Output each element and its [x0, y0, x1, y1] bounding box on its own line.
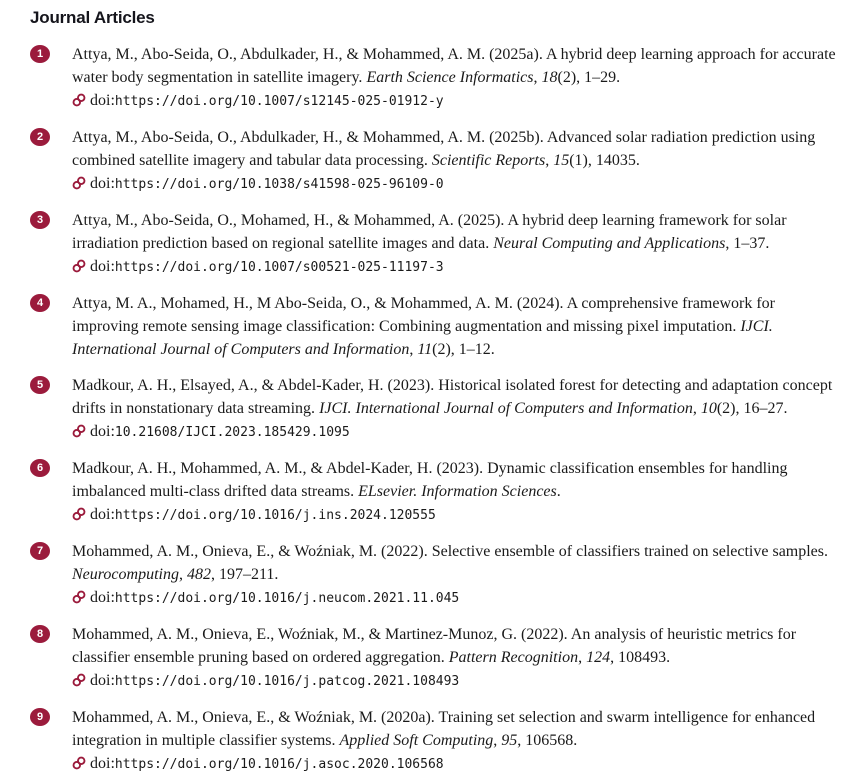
- doi-prefix: doi:: [90, 92, 115, 109]
- citation-text-run: (2), 1–29.: [557, 69, 621, 86]
- article-item: [30, 209, 843, 279]
- link-icon: [72, 673, 86, 687]
- citation-text-run: , 1–37.: [725, 235, 770, 252]
- doi-url: https://doi.org/10.1016/j.patcog.2021.108493: [114, 674, 460, 689]
- citation-text-run: Attya, M., Abo-Seida, O., Mohamed, H., & Mohammed, A. (2025). A hybrid deep learning framework for solar irradiation prediction based on regional satellite images and data.: [72, 212, 787, 252]
- doi-url: https://doi.org/10.1016/j.asoc.2020.106568: [114, 757, 444, 772]
- citation-italic-run: 95: [501, 732, 518, 749]
- doi-prefix: doi:: [90, 672, 115, 689]
- citation-text-run: Attya, M., Abo-Seida, O., Abdulkader, H., & Mohammed, A. M. (2025a). A hybrid deep learning approach for accurate water body segmentation in satellite imagery.: [72, 46, 836, 86]
- doi-link[interactable]: [72, 506, 436, 523]
- citation-text-run: Mohammed, A. M., Onieva, E., & Woźniak, M. (2020a). Training set selection and swarm intelligence for enhanced integration in multiple classifier systems.: [72, 709, 816, 749]
- citation-text: [72, 374, 842, 444]
- citation-text-run: ,: [578, 649, 587, 666]
- citation-italic-run: ELsevier. Information Sciences: [358, 483, 557, 500]
- citation-text-run: ,: [493, 732, 502, 749]
- doi-url: 10.21608/IJCI.2023.185429.1095: [114, 425, 350, 440]
- article-item: [30, 292, 843, 361]
- doi-prefix: doi:: [90, 175, 115, 192]
- citation-italic-run: 18: [541, 69, 558, 86]
- link-icon: [72, 176, 86, 190]
- article-item: [30, 706, 843, 776]
- citation-italic-run: IJCI. International Journal of Computers and Information: [319, 400, 693, 417]
- doi-link[interactable]: [72, 175, 444, 192]
- page-title: Journal Articles: [30, 8, 155, 27]
- citation-text-run: Mohammed, A. M., Onieva, E., Woźniak, M., & Martinez-Munoz, G. (2022). An analysis of heuristic metrics for classifier ensemble pruning based on ordered aggregation.: [72, 626, 797, 666]
- doi-link[interactable]: [72, 755, 444, 772]
- doi-link[interactable]: [72, 92, 444, 109]
- citation-text-run: Madkour, A. H., Elsayed, A., & Abdel-Kader, H. (2023). Historical isolated forest for detecting and adaptation concept drifts in nonstationary data streaming.: [72, 377, 833, 417]
- article-number-badge: 7: [30, 542, 50, 560]
- citation-text-run: ,: [178, 566, 187, 583]
- citation-italic-run: 482: [186, 566, 211, 583]
- citation-text: [72, 126, 842, 196]
- article-number-badge: 5: [30, 376, 50, 394]
- article-item: [30, 457, 843, 527]
- citation-text-run: ,: [692, 400, 701, 417]
- citation-text-run: ,: [533, 69, 542, 86]
- citation-italic-run: 124: [586, 649, 611, 666]
- doi-prefix: doi:: [90, 589, 115, 606]
- citation-text: [72, 457, 842, 527]
- citation-italic-run: Neural Computing and Applications: [493, 235, 726, 252]
- doi-link[interactable]: [72, 589, 459, 606]
- citation-italic-run: Applied Soft Computing: [339, 732, 494, 749]
- link-icon: [72, 590, 86, 604]
- doi-prefix: doi:: [90, 755, 115, 772]
- doi-link[interactable]: [72, 672, 459, 689]
- doi-prefix: doi:: [90, 423, 115, 440]
- article-number-badge: 1: [30, 45, 50, 63]
- articles-list: [30, 43, 843, 776]
- citation-italic-run: 11: [417, 341, 433, 358]
- citation-text-run: (1), 14035.: [569, 152, 640, 169]
- article-number-badge: 4: [30, 294, 50, 312]
- citation-text-run: .: [556, 483, 561, 500]
- citation-text-run: Madkour, A. H., Mohammed, A. M., & Abdel-Kader, H. (2023). Dynamic classification ensembles for handling imbalanced multi-class drifted data streams.: [72, 460, 788, 500]
- citation-text-run: ,: [545, 152, 554, 169]
- doi-url: https://doi.org/10.1016/j.neucom.2021.11.045: [114, 591, 460, 606]
- link-icon: [72, 93, 86, 107]
- citation-text-run: (2), 1–12.: [432, 341, 495, 358]
- article-item: [30, 540, 843, 610]
- citation-text-run: Attya, M. A., Mohamed, H., M Abo-Seida, O., & Mohammed, A. M. (2024). A comprehensive framework for improving remote sensing image classification: Combining augmentation and missing pixel imputation.: [72, 295, 776, 335]
- doi-prefix: doi:: [90, 506, 115, 523]
- citation-text-run: , 108493.: [610, 649, 671, 666]
- doi-prefix: doi:: [90, 258, 115, 275]
- citation-text-run: (2), 16–27.: [716, 400, 788, 417]
- citation-text: [72, 540, 842, 610]
- citation-text: [72, 706, 842, 776]
- citation-text-run: , 197–211.: [210, 566, 279, 583]
- link-icon: [72, 756, 86, 770]
- citation-italic-run: IJCI. International Journal of Computers and Information: [72, 318, 773, 358]
- doi-url: https://doi.org/10.1007/s12145-025-01912-y: [114, 94, 444, 109]
- citation-italic-run: 10: [700, 400, 717, 417]
- citation-text-run: ,: [409, 341, 418, 358]
- doi-link[interactable]: [72, 258, 444, 275]
- article-number-badge: 2: [30, 128, 50, 146]
- doi-url: https://doi.org/10.1007/s00521-025-11197-3: [114, 260, 444, 275]
- citation-text: [72, 623, 842, 693]
- citation-text-run: Mohammed, A. M., Onieva, E., & Woźniak, M. (2022). Selective ensemble of classifiers trained on selective samples.: [72, 543, 829, 560]
- citation-text: [72, 292, 842, 361]
- citation-italic-run: Scientific Reports: [431, 152, 546, 169]
- citation-text: [72, 43, 842, 113]
- article-item: [30, 43, 843, 113]
- article-number-badge: 8: [30, 625, 50, 643]
- doi-url: https://doi.org/10.1038/s41598-025-96109-0: [114, 177, 444, 192]
- citation-italic-run: Earth Science Informatics: [366, 69, 534, 86]
- citation-italic-run: Neurocomputing: [72, 566, 179, 583]
- link-icon: [72, 259, 86, 273]
- article-number-badge: 3: [30, 211, 50, 229]
- citation-text: [72, 209, 842, 279]
- article-number-badge: 6: [30, 459, 50, 477]
- doi-url: https://doi.org/10.1016/j.ins.2024.120555: [114, 508, 436, 523]
- article-number-badge: 9: [30, 708, 50, 726]
- doi-link[interactable]: [72, 423, 350, 440]
- citation-italic-run: Pattern Recognition: [448, 649, 579, 666]
- link-icon: [72, 507, 86, 521]
- citation-text-run: , 106568.: [517, 732, 578, 749]
- article-item: [30, 126, 843, 196]
- link-icon: [72, 424, 86, 438]
- citation-text-run: Attya, M., Abo-Seida, O., Abdulkader, H., & Mohammed, A. M. (2025b). Advanced solar radiation prediction using combined satellite imagery and tabular data processing.: [72, 129, 816, 169]
- article-item: [30, 374, 843, 444]
- article-item: [30, 623, 843, 693]
- citation-italic-run: 15: [553, 152, 570, 169]
